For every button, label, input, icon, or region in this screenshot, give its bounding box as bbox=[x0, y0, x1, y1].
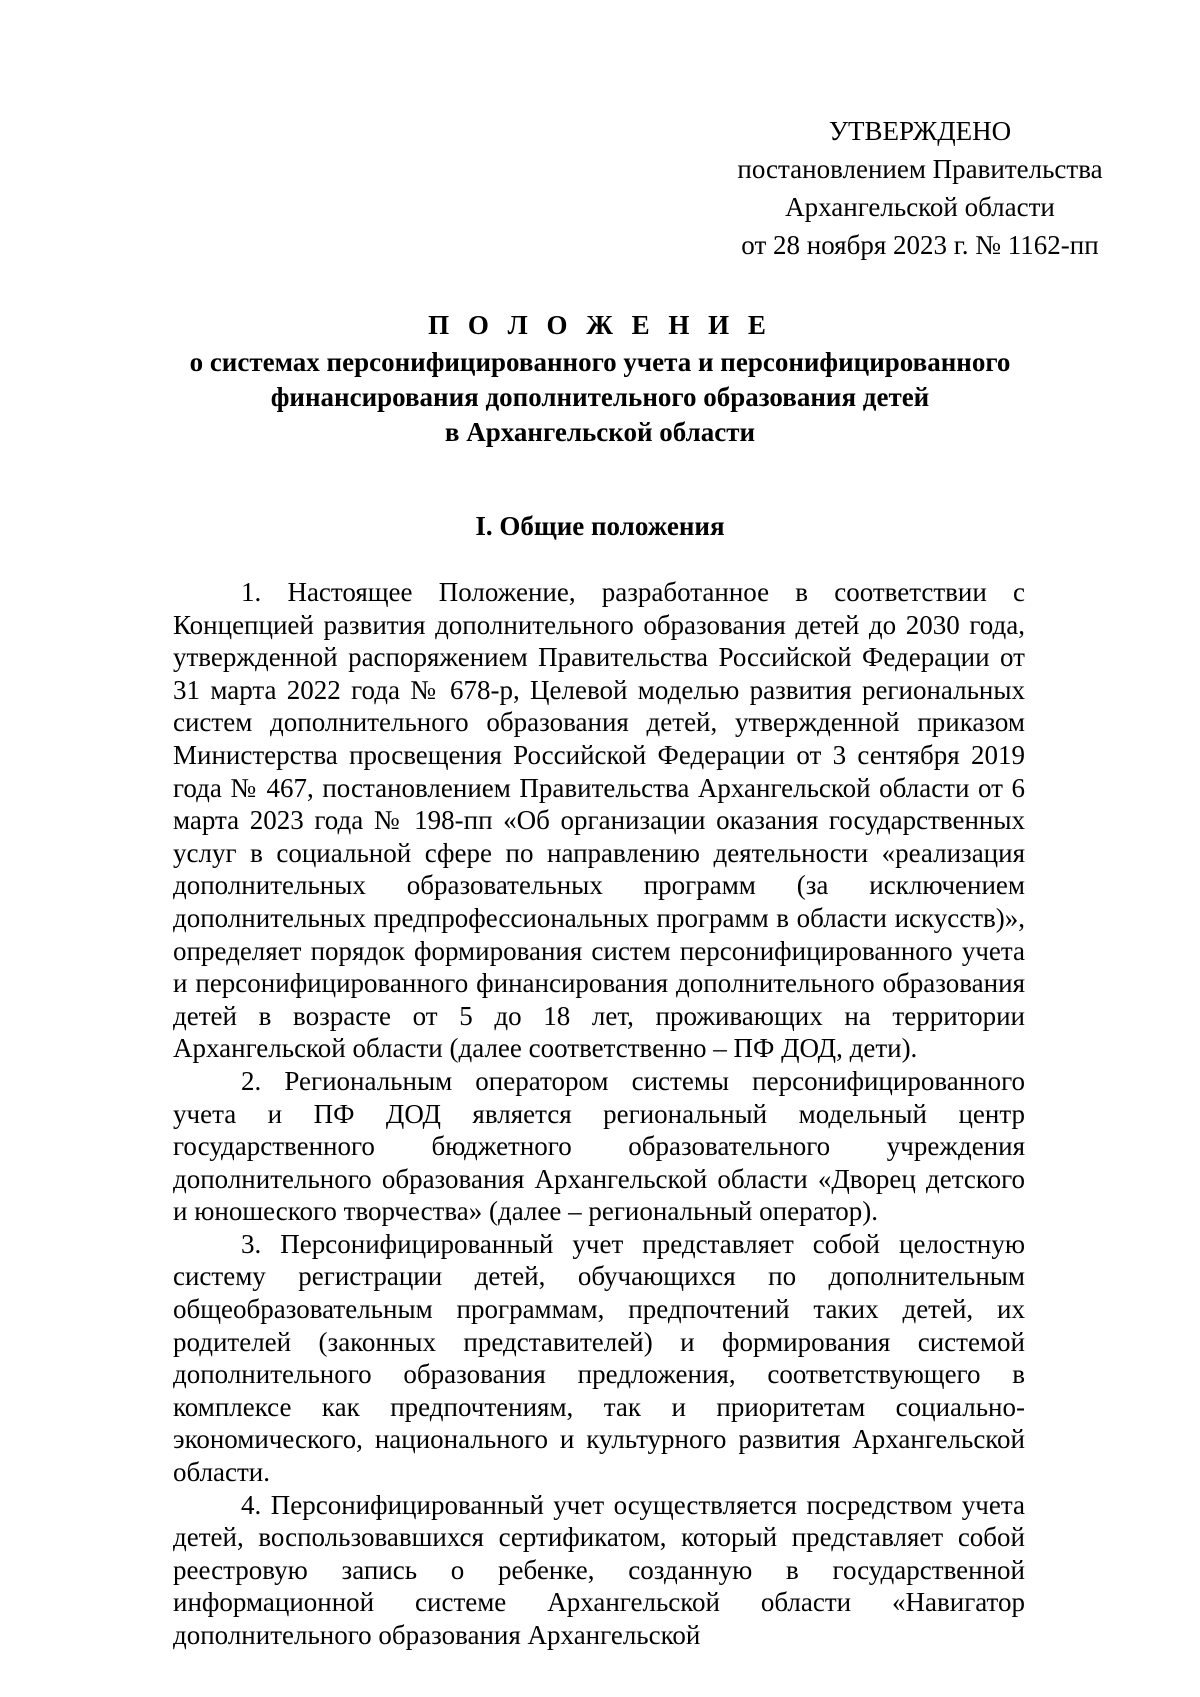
document-subtitle-line-2: финансирования дополнительного образования детей bbox=[270, 382, 930, 412]
paragraph-1: 1. Настоящее Положение, разработанное в соответствии с Концепцией развития дополнительного образования детей до 2030 года, утвержденной распоряжением Правительства Российской Федерации от 31 марта 2022 года № 678-р, Целевой моделью развития региональных систем дополнительного образования детей, утвержденной приказом Министерства просвещения Российской Федерации от 3 сентября 2019 года № 467, постановлением Правительства Архангельской области от 6 марта 2023 года № 198-пп «Об организации оказания государственных услуг в социальной сфере по направлению деятельности «реализация дополнительных образовательных программ (за исключением дополнительных предпрофессиональных программ в области искусств)», определяет порядок формирования систем персонифицированного учета и персонифицированного финансирования дополнительного образования детей в возрасте от 5 до 18 лет, проживающих на территории Архангельской области (далее соответственно – ПФ ДОД, дети). bbox=[173, 577, 1025, 1064]
section-heading: I. Общие положения bbox=[475, 511, 725, 541]
document-title-block bbox=[160, 308, 1040, 450]
approval-issuer: постановлением Правительства bbox=[737, 154, 1103, 184]
paragraph-2: 2. Региональным оператором системы персонифицированного учета и ПФ ДОД является региональный модельный центр государственного бюджетного образовательного учреждения дополнительного образования Архангельской области «Дворец детского и юношеского творчества» (далее – региональный оператор). bbox=[173, 1065, 1025, 1227]
paragraph-3: 3. Персонифицированный учет представляет собой целостную систему регистрации детей, обучающихся по дополнительным общеобразовательным программам, предпочтений таких детей, их родителей (законных представителей) и формирования системой дополнительного образования предложения, соответствующего в комплексе как предпочтениям, так и приоритетам социально-экономического, национального и культурного развития Архангельской области. bbox=[173, 1228, 1025, 1488]
document-title: П О Л О Ж Е Н И Е bbox=[428, 310, 772, 340]
approval-heading: УТВЕРЖДЕНО bbox=[828, 116, 1012, 146]
document-subtitle-line-3: в Архангельской области bbox=[444, 417, 756, 447]
paragraph-4: 4. Персонифицированный учет осуществляется посредством учета детей, воспользовавшихся сертификатом, который представляет собой реестровую запись о ребенке, созданную в государственной информационной системе Архангельской области «Навигатор дополнительного образования Архангельской bbox=[173, 1489, 1025, 1650]
approval-stamp bbox=[700, 112, 1140, 264]
approval-date-number: от 28 ноября 2023 г. № 1162-пп bbox=[741, 230, 1099, 260]
document-subtitle-line-1: о системах персонифицированного учета и персонифицированного bbox=[189, 347, 1011, 377]
approval-region: Архангельской области bbox=[785, 192, 1055, 222]
document-body bbox=[173, 576, 1025, 1652]
